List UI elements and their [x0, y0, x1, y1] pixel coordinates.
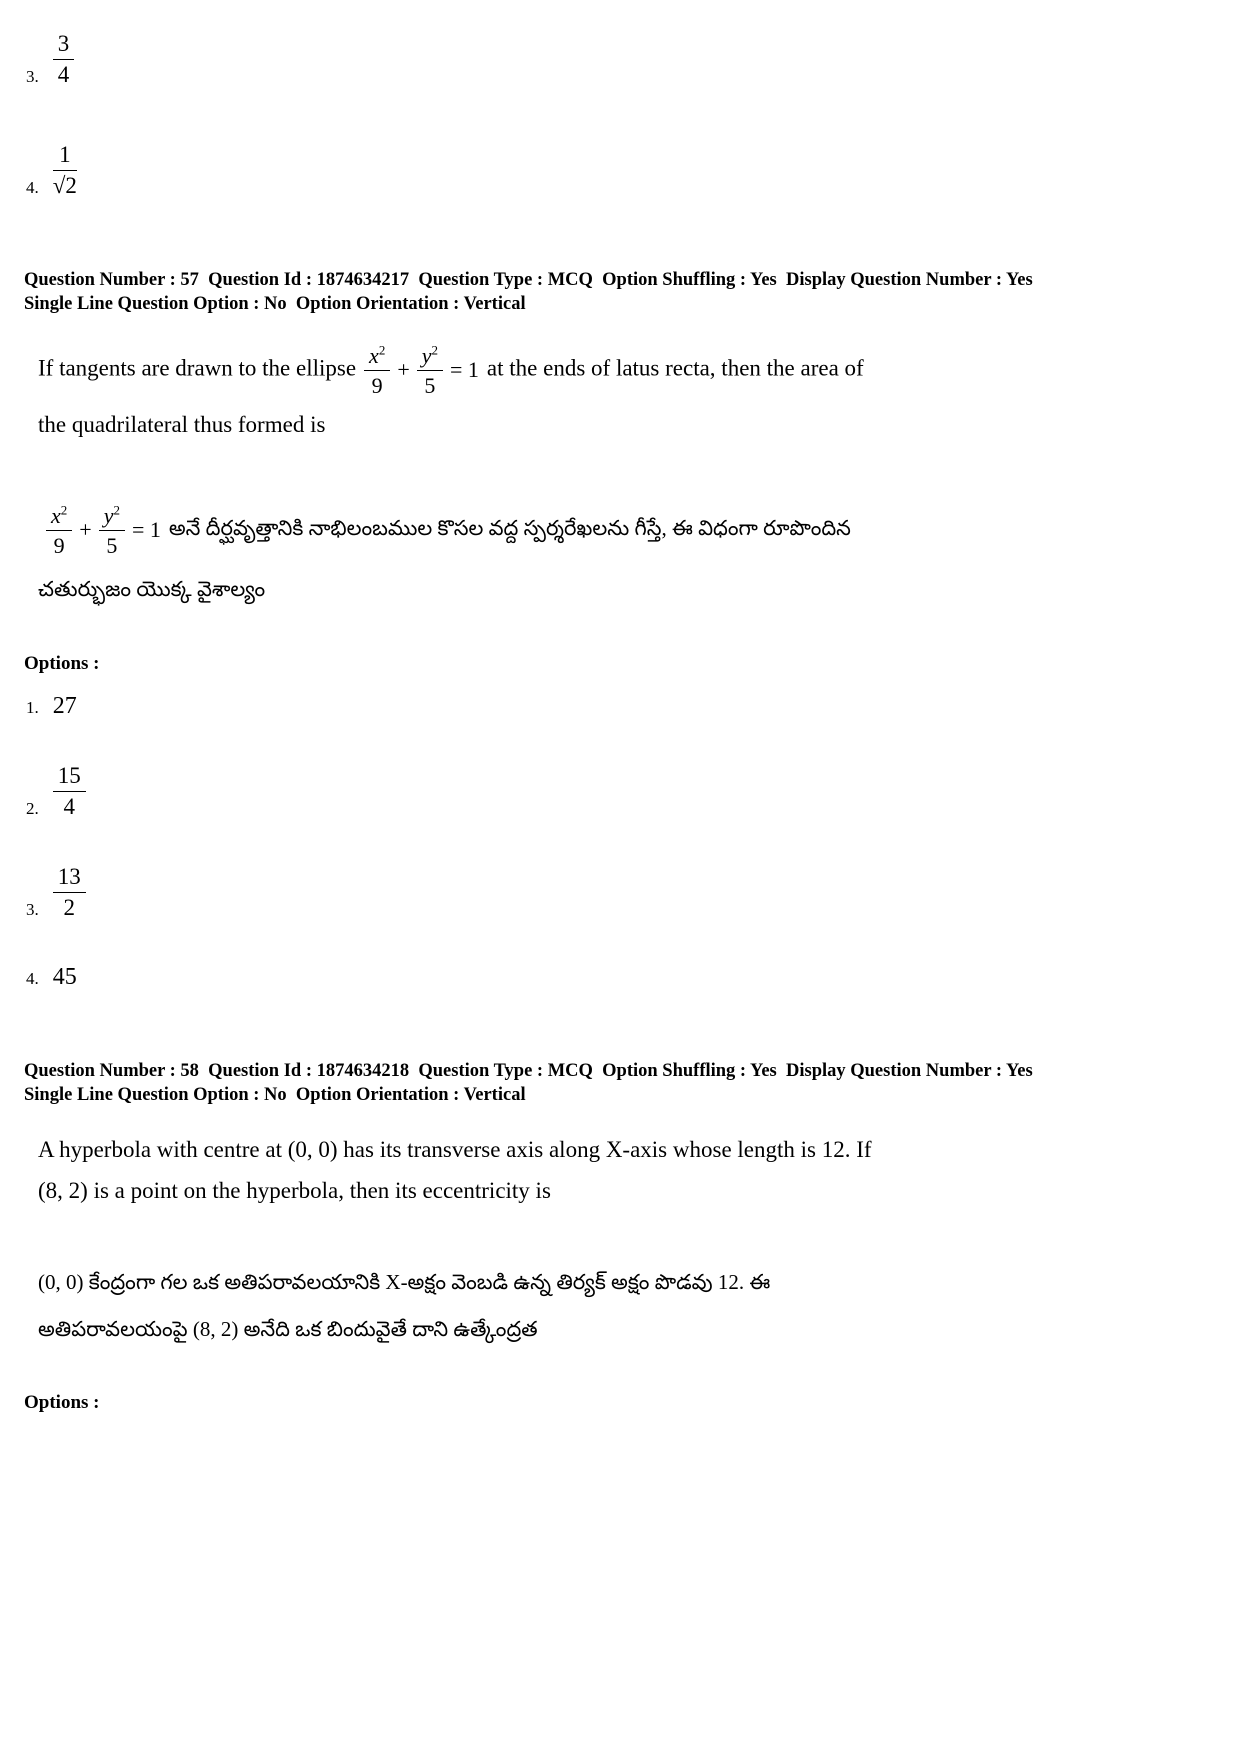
question-57-meta [24, 268, 1216, 316]
fraction-denominator: 5 [424, 373, 436, 399]
question-58-text-english [38, 1133, 1216, 1208]
fraction-denominator: 4 [57, 62, 70, 88]
fraction-three-fourths [53, 30, 75, 89]
fraction-x-squared-over-9 [46, 502, 72, 559]
fraction-x-squared-over-9 [364, 342, 390, 399]
question-text-line1: (0, 0) కేంద్రంగా గల ఒక అతిపరావలయానికి X-అక్షం వెంబడి ఉన్న తిర్యక్ అక్షం పొడవు 12. ఈ [38, 1270, 771, 1295]
fraction-numerator: $y^2$ [417, 342, 443, 371]
option-number-label: 3. [26, 66, 39, 86]
question-text-part: అనే దీర్ఘవృత్తానికి నాభిలంబముల కొసల వద్ద స్పర్శరేఖలను గీస్తే, ఈ విధంగా రూపొందిన [168, 515, 851, 540]
previous-question-options-section [24, 30, 1216, 200]
fraction-denominator: 2 [63, 895, 75, 921]
fraction-numerator: 13 [53, 863, 86, 893]
fraction-denominator: 4 [63, 794, 75, 820]
question-57-text-english [38, 342, 1216, 442]
fraction-numerator: 3 [53, 30, 75, 60]
option-row-4 [26, 964, 1216, 991]
fraction-numerator: 15 [53, 762, 86, 792]
fraction-numerator: $y^2$ [99, 502, 125, 531]
fraction-numerator: 1 [53, 141, 77, 171]
fraction-denominator: 9 [53, 533, 65, 559]
ellipse-equation-telugu [46, 502, 161, 559]
equals-one: = 1 [131, 517, 161, 543]
question-text-line2: the quadrilateral thus formed is [38, 412, 326, 438]
fraction-denominator: 5 [106, 533, 118, 559]
option-row-3 [26, 30, 1216, 89]
option-row-3 [26, 863, 1216, 922]
question-57-text-telugu [38, 502, 1216, 605]
question-57-block [24, 268, 1216, 991]
question-meta-line-2: Single Line Question Option : No Option Orientation : Vertical [24, 293, 526, 314]
fraction-y-squared-over-5 [417, 342, 443, 399]
question-text-part: at the ends of latus recta, then the area of [486, 355, 864, 381]
question-text-line2: అతిపరావలయంపై (8, 2) అనేది ఒక బిందువైతే దాని ఉత్కేంద్రత [38, 1316, 538, 1341]
option-value: 45 [52, 963, 77, 990]
question-text-line2: చతుర్భుజం యొక్క వైశాల్యం [38, 577, 266, 602]
fraction-thirteen-halves [53, 863, 86, 922]
fraction-one-over-root-two [53, 141, 77, 200]
plus-operator: + [397, 357, 410, 383]
question-text-line1: A hyperbola with centre at (0, 0) has its transverse axis along X-axis whose length is 12. If [38, 1136, 872, 1162]
option-value: 27 [52, 692, 77, 719]
option-number-label: 1. [26, 697, 39, 717]
fraction-denominator: 9 [371, 373, 383, 399]
option-number-label: 4. [26, 177, 39, 197]
fraction-numerator: $x^2$ [364, 342, 390, 371]
option-number-label: 3. [26, 899, 39, 919]
option-number-label: 2. [26, 798, 39, 818]
option-row-4 [26, 141, 1216, 200]
question-meta-line-2: Single Line Question Option : No Option Orientation : Vertical [24, 1084, 526, 1105]
fraction-numerator: $x^2$ [46, 502, 72, 531]
equals-one: = 1 [450, 357, 479, 383]
ellipse-equation [364, 342, 479, 399]
question-57-options [24, 693, 1216, 991]
question-text-part: If tangents are drawn to the ellipse [38, 355, 357, 381]
options-label: Options : [24, 1392, 100, 1414]
question-58-text-telugu [38, 1267, 1216, 1344]
question-58-block [24, 1059, 1216, 1415]
fraction-denominator: √2 [52, 173, 77, 199]
plus-operator: + [79, 517, 92, 543]
question-text-line2: (8, 2) is a point on the hyperbola, then its eccentricity is [38, 1178, 551, 1203]
question-meta-line-1: Question Number : 57 Question Id : 1874634217 Question Type : MCQ Option Shuffling : Yes Display Question Number : Yes [24, 269, 1033, 290]
fraction-y-squared-over-5 [99, 502, 125, 559]
option-row-1 [26, 693, 1216, 720]
fraction-fifteen-fourths [53, 762, 86, 821]
option-number-label: 4. [26, 968, 39, 988]
question-58-meta [24, 1059, 1216, 1107]
question-meta-line-1: Question Number : 58 Question Id : 1874634218 Question Type : MCQ Option Shuffling : Yes Display Question Number : Yes [24, 1060, 1033, 1081]
options-label: Options : [24, 652, 100, 674]
option-row-2 [26, 762, 1216, 821]
